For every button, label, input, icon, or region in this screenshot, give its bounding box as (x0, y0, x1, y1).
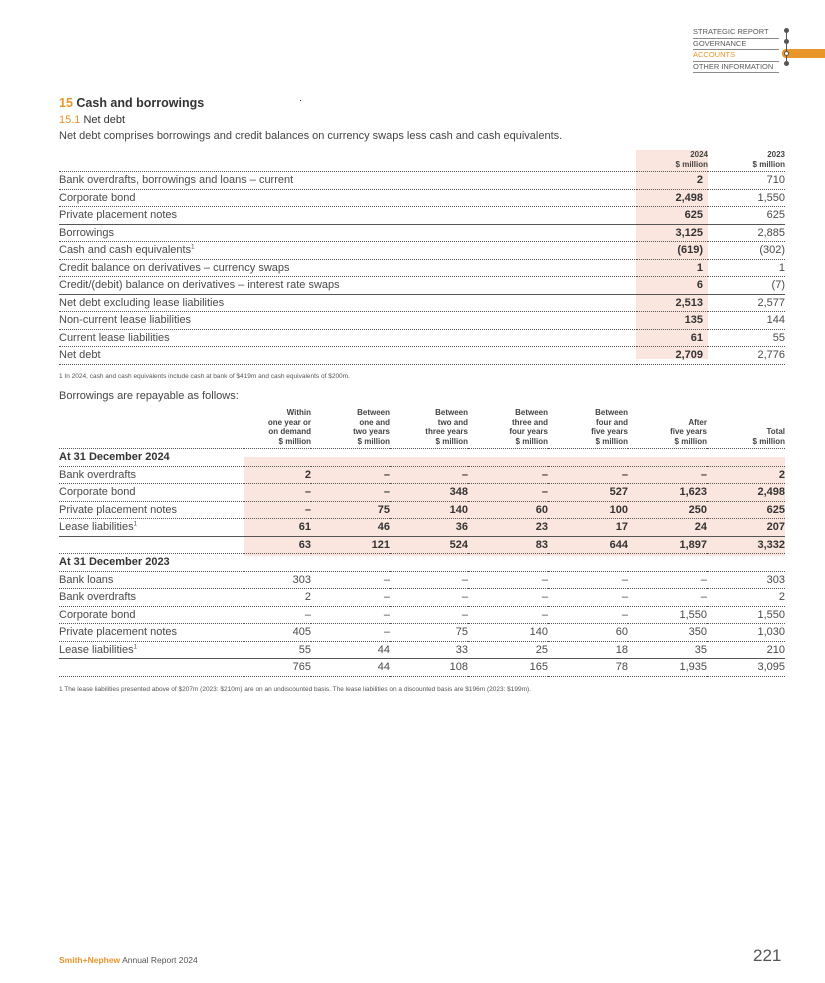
value-cell: – (311, 484, 390, 502)
value-cell: 348 (390, 484, 468, 502)
footnote-marker: 1 (191, 244, 195, 251)
value-cell: 1,550 (707, 606, 785, 624)
table-row (59, 312, 785, 330)
value-cell: – (244, 484, 311, 502)
value-cell: 75 (390, 624, 468, 642)
row-label-text: Corporate bond (59, 191, 136, 204)
value-cell: – (468, 484, 548, 502)
row-label-text: Credit/(debit) balance on derivatives – interest rate swaps (59, 279, 340, 292)
table-row (59, 242, 785, 260)
value-cell: 2,498 (707, 484, 785, 502)
total-cell: 108 (390, 659, 468, 677)
nav-item-strategic-report[interactable]: STRATEGIC REPORT (693, 27, 779, 39)
section-heading: At 31 December 2024 (59, 449, 785, 467)
section-title-text: Cash and borrowings (76, 96, 205, 110)
repayment-footnote: 1 The lease liabilities presented above of $207m (2023: $210m) are on an undiscounted basis. The lease liabilities on a discounted basis are $196m (2023: $199m). (59, 686, 532, 693)
header-blank (59, 408, 244, 449)
row-label (59, 172, 637, 190)
total-label-blank (59, 659, 244, 677)
col-header-line: two and (437, 417, 468, 427)
col-header (468, 408, 548, 449)
row-label (59, 347, 637, 365)
value-2023: 2,885 (708, 224, 785, 242)
value-cell: 35 (628, 641, 707, 659)
row-label (59, 641, 244, 659)
total-cell: 765 (244, 659, 311, 677)
value-2024: 625 (637, 207, 708, 225)
row-label (59, 294, 637, 312)
col-header-line: four years (509, 427, 548, 436)
total-row (59, 536, 785, 554)
net-debt-footnote: 1 In 2024, cash and cash equivalents include cash at bank of $419m and cash equivalents of $200m. (59, 373, 350, 380)
value-cell: – (628, 571, 707, 589)
total-cell: 63 (244, 536, 311, 554)
col-header-line: $ million (357, 436, 390, 446)
row-label-text: Cash and cash equivalents (59, 244, 192, 257)
row-label (59, 624, 244, 642)
value-cell: – (468, 571, 548, 589)
value-cell: 24 (628, 519, 707, 537)
value-cell: – (311, 589, 390, 607)
value-cell: – (311, 624, 390, 642)
total-cell: 44 (311, 659, 390, 677)
value-2024: 61 (637, 329, 708, 347)
table-row (59, 259, 785, 277)
col-header-line: on demand (268, 427, 311, 436)
nav-dot-icon (784, 61, 789, 66)
total-cell: 78 (548, 659, 628, 677)
col-header-line: Between (515, 408, 548, 417)
value-cell: – (311, 466, 390, 484)
col-header-line: Within (286, 408, 311, 417)
value-2024: 1 (637, 259, 708, 277)
nav-item-governance[interactable]: GOVERNANCE (693, 39, 779, 51)
brand-logo-text: Smith+Nephew (59, 955, 121, 965)
value-cell: 75 (311, 501, 390, 519)
value-cell: 405 (244, 624, 311, 642)
row-label-text: Bank overdrafts, borrowings and loans – current (59, 174, 294, 187)
footer-brand (59, 955, 198, 965)
value-cell: – (548, 606, 628, 624)
page-number: 221 (753, 946, 782, 965)
row-label (59, 606, 244, 624)
footnote-marker: 1 (133, 644, 137, 651)
value-cell: 1,550 (628, 606, 707, 624)
row-label (59, 224, 637, 242)
value-2024: (619) (637, 242, 708, 260)
value-cell: 46 (311, 519, 390, 537)
value-cell: – (390, 589, 468, 607)
total-cell: 165 (468, 659, 548, 677)
row-label-text: Lease liabilities (59, 521, 134, 534)
row-label-text: Lease liabilities (59, 643, 134, 656)
row-label (59, 571, 244, 589)
row-label-text: Current lease liabilities (59, 331, 170, 344)
row-label (59, 501, 244, 519)
subsection-number: 15.1 (59, 114, 81, 126)
col-header-2024: 2024 $ million (637, 150, 708, 172)
section-row (59, 554, 785, 572)
total-cell: 524 (390, 536, 468, 554)
repayment-header-row (59, 408, 785, 449)
value-2023: 710 (708, 172, 785, 190)
value-cell: 2 (244, 589, 311, 607)
col-header-line: Between (595, 408, 628, 417)
table-row (59, 571, 785, 589)
value-cell: – (468, 466, 548, 484)
table-row (59, 172, 785, 190)
row-label-text: Private placement notes (59, 626, 178, 639)
total-cell: 1,897 (628, 536, 707, 554)
col-header-2023: 2023 $ million (708, 150, 785, 172)
col-header-line: $ million (278, 436, 311, 446)
repayment-intro: Borrowings are repayable as follows: (59, 390, 239, 402)
value-2023: 1,550 (708, 189, 785, 207)
value-2024: 2,709 (637, 347, 708, 365)
value-cell: 207 (707, 519, 785, 537)
section-row (59, 449, 785, 467)
col-header-line: three and (511, 417, 548, 427)
value-cell: 303 (244, 571, 311, 589)
value-2023: 625 (708, 207, 785, 225)
value-2024: 2,498 (637, 189, 708, 207)
col-header-line: $ million (752, 436, 785, 446)
section-number: 15 (59, 96, 73, 110)
table-row (59, 606, 785, 624)
row-label (59, 589, 244, 607)
value-cell: – (548, 571, 628, 589)
col-header-line: three years (425, 427, 468, 436)
value-cell: – (468, 606, 548, 624)
table-row (59, 329, 785, 347)
value-cell: – (628, 466, 707, 484)
nav-item-accounts[interactable]: ACCOUNTS (693, 50, 779, 62)
value-2023: 55 (708, 329, 785, 347)
value-2023: (7) (708, 277, 785, 295)
value-cell: 100 (548, 501, 628, 519)
value-2023: (302) (708, 242, 785, 260)
intro-text: Net debt comprises borrowings and credit balances on currency swaps less cash and cash equivalents. (59, 130, 563, 142)
col-header-line: $ million (674, 436, 707, 446)
row-label (59, 207, 637, 225)
row-label (59, 277, 637, 295)
value-cell: 625 (707, 501, 785, 519)
section-title (59, 96, 204, 110)
row-label (59, 466, 244, 484)
value-cell: 1,623 (628, 484, 707, 502)
row-label-text: Private placement notes (59, 503, 178, 516)
net-debt-table (59, 150, 785, 365)
row-label-text: Bank overdrafts (59, 591, 137, 604)
value-2024: 2,513 (637, 294, 708, 312)
nav-active-dot-icon (784, 51, 789, 56)
table-row (59, 277, 785, 295)
section-nav (693, 27, 779, 73)
value-cell: 55 (244, 641, 311, 659)
value-cell: 61 (244, 519, 311, 537)
footnote-marker: 1 (133, 521, 137, 528)
row-label-text: Non-current lease liabilities (59, 314, 192, 327)
value-cell: 23 (468, 519, 548, 537)
row-label-text: Corporate bond (59, 486, 136, 499)
row-label-text: Private placement notes (59, 209, 178, 222)
value-2023: 2,776 (708, 347, 785, 365)
table-row (59, 624, 785, 642)
value-cell: – (548, 466, 628, 484)
row-label (59, 189, 637, 207)
nav-dot-icon (784, 39, 789, 44)
table-row (59, 224, 785, 242)
total-label-blank (59, 536, 244, 554)
section-heading: At 31 December 2023 (59, 554, 785, 572)
repayment-table (59, 408, 785, 677)
table-row (59, 484, 785, 502)
value-cell: 350 (628, 624, 707, 642)
value-2023: 1 (708, 259, 785, 277)
value-cell: 18 (548, 641, 628, 659)
col-header-line: $ million (515, 436, 548, 446)
col-header-line: Between (357, 408, 390, 417)
value-cell: – (390, 466, 468, 484)
col-header-line: one and (359, 417, 390, 427)
row-label (59, 259, 637, 277)
col-header-line: $ million (595, 436, 628, 446)
value-cell: – (311, 606, 390, 624)
row-label-text: Corporate bond (59, 608, 136, 621)
row-label-text: Borrowings (59, 226, 115, 239)
value-cell: – (548, 589, 628, 607)
value-cell: 140 (468, 624, 548, 642)
value-cell: 36 (390, 519, 468, 537)
row-label-text: Net debt excluding lease liabilities (59, 296, 225, 309)
value-cell: 25 (468, 641, 548, 659)
col-header (707, 408, 785, 449)
value-cell: – (468, 589, 548, 607)
value-cell: 60 (548, 624, 628, 642)
col-header (244, 408, 311, 449)
col-header-line: Between (435, 408, 468, 417)
value-cell: 2 (244, 466, 311, 484)
total-cell: 3,095 (707, 659, 785, 677)
table-row (59, 347, 785, 365)
value-cell: 527 (548, 484, 628, 502)
nav-item-other-information[interactable]: OTHER INFORMATION (693, 62, 779, 74)
subsection-title-text: Net debt (83, 114, 126, 126)
value-cell: – (311, 571, 390, 589)
value-cell: 2 (707, 589, 785, 607)
col-header-line: five years (670, 427, 707, 436)
table-row (59, 519, 785, 537)
row-label-text: Bank overdrafts (59, 468, 137, 481)
total-cell: 644 (548, 536, 628, 554)
value-2024: 3,125 (637, 224, 708, 242)
col-header-line: After (688, 417, 707, 427)
table-row (59, 466, 785, 484)
col-header-line: one year or (267, 417, 311, 427)
row-label (59, 484, 244, 502)
value-cell: 2 (707, 466, 785, 484)
value-cell: 44 (311, 641, 390, 659)
nav-dot-icon (784, 28, 789, 33)
col-header (390, 408, 468, 449)
col-header (628, 408, 707, 449)
value-cell: – (390, 571, 468, 589)
value-cell: 140 (390, 501, 468, 519)
value-cell: – (244, 606, 311, 624)
value-cell: 17 (548, 519, 628, 537)
total-cell: 83 (468, 536, 548, 554)
value-2023: 2,577 (708, 294, 785, 312)
row-label (59, 242, 637, 260)
table-row (59, 501, 785, 519)
value-cell: – (628, 589, 707, 607)
value-cell: 210 (707, 641, 785, 659)
col-header-line: $ million (435, 436, 468, 446)
total-cell: 121 (311, 536, 390, 554)
col-header-line: two years (353, 427, 390, 436)
table-row (59, 189, 785, 207)
value-cell: – (244, 501, 311, 519)
row-label-text: Net debt (59, 349, 101, 362)
value-cell: – (390, 606, 468, 624)
total-cell: 3,332 (707, 536, 785, 554)
value-cell: 60 (468, 501, 548, 519)
col-header (548, 408, 628, 449)
row-label-text: Credit balance on derivatives – currency swaps (59, 261, 290, 274)
value-cell: 303 (707, 571, 785, 589)
row-label (59, 329, 637, 347)
value-cell: 33 (390, 641, 468, 659)
table-row (59, 589, 785, 607)
stray-mark (300, 100, 301, 101)
report-title: Annual Report 2024 (122, 955, 198, 965)
table-row (59, 641, 785, 659)
total-row (59, 659, 785, 677)
table-row (59, 207, 785, 225)
subsection-title (59, 114, 125, 126)
value-2024: 135 (637, 312, 708, 330)
row-label (59, 519, 244, 537)
value-2024: 2 (637, 172, 708, 190)
row-label (59, 312, 637, 330)
value-cell: 250 (628, 501, 707, 519)
value-2024: 6 (637, 277, 708, 295)
col-header-line: four and (596, 417, 628, 427)
value-cell: 1,030 (707, 624, 785, 642)
row-label-text: Bank loans (59, 573, 114, 586)
value-2023: 144 (708, 312, 785, 330)
col-header-line: Total (766, 427, 785, 436)
col-header-line: five years (591, 427, 628, 436)
total-cell: 1,935 (628, 659, 707, 677)
net-debt-header-row (59, 150, 785, 172)
col-header (311, 408, 390, 449)
table-row (59, 294, 785, 312)
